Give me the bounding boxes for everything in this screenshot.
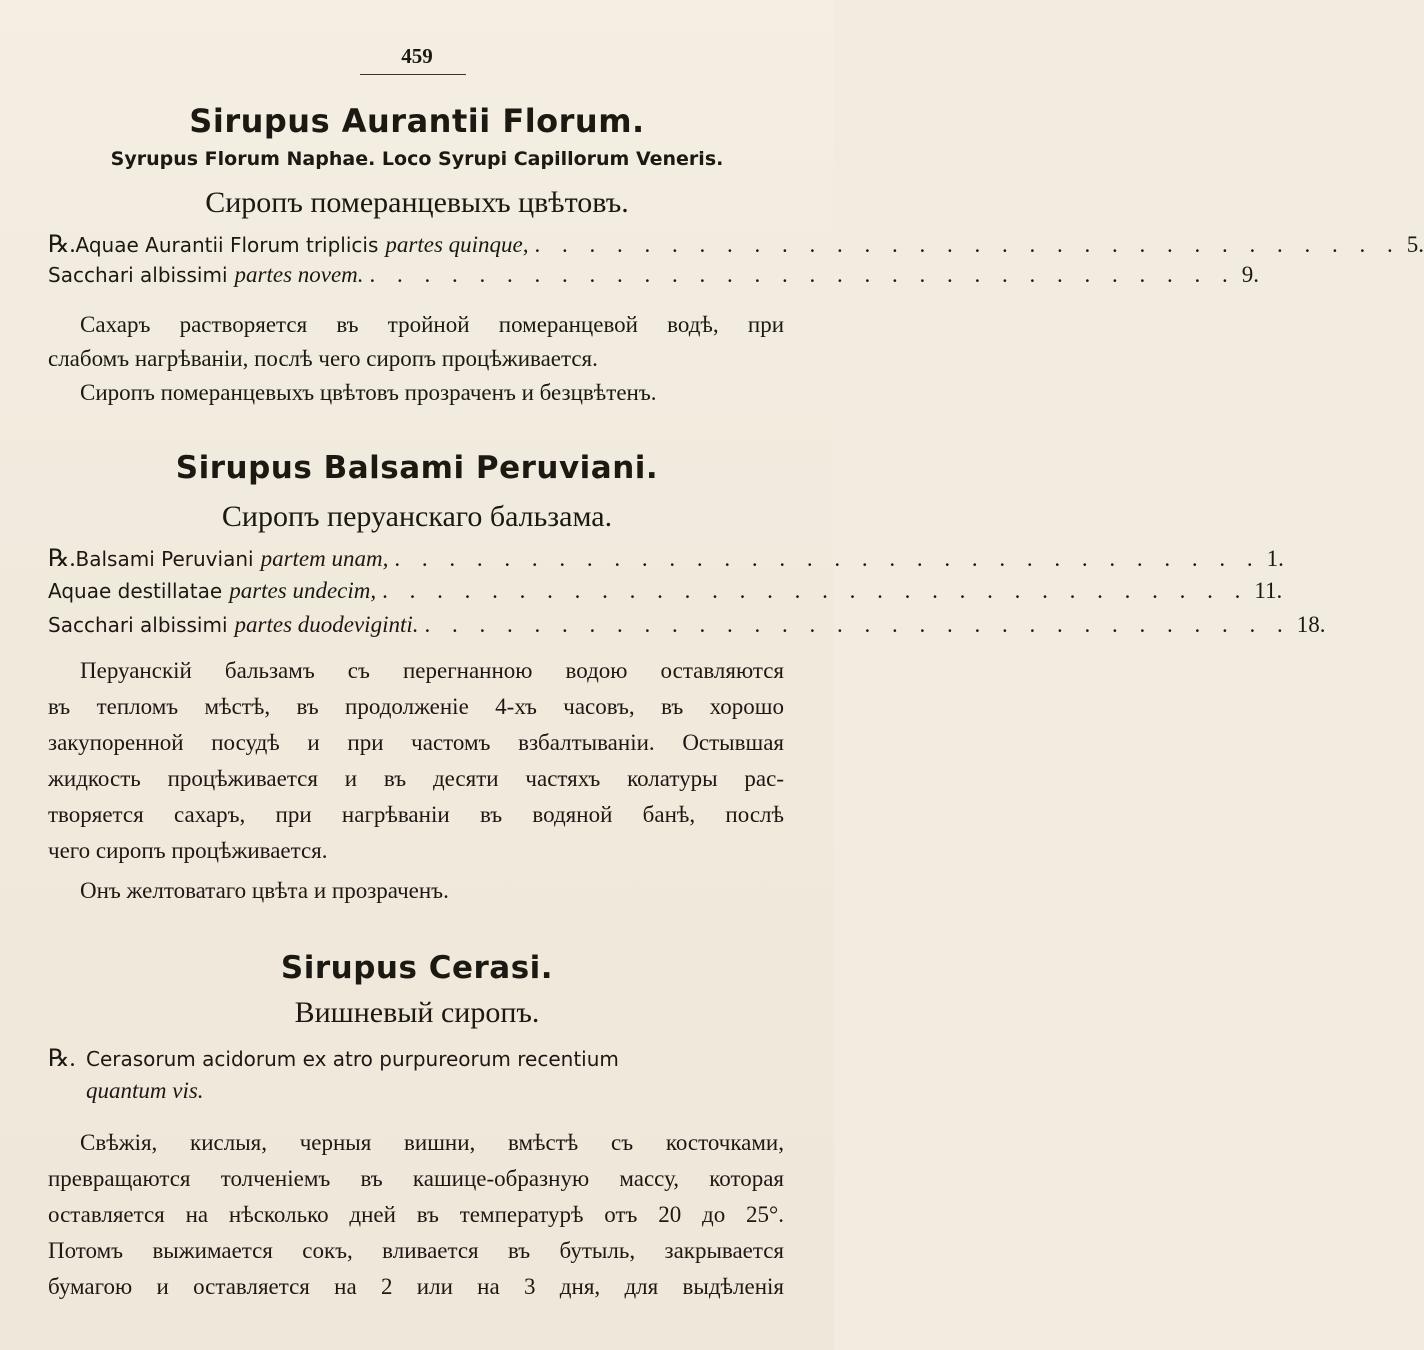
recipe-quantity: partes novem. <box>234 262 364 287</box>
paragraph-line: чего сиропъ процѣживается. <box>48 838 328 863</box>
recipe-amount: 1. <box>1266 546 1284 571</box>
section-title-russian: Сиропъ померанцевыхъ цвѣтовъ. <box>205 186 629 219</box>
paragraph-line: закупоренной посудѣ и при частомъ взбалтываніи. Остывшая <box>48 730 784 755</box>
section-title-latin: Sirupus Cerasi. <box>280 950 554 986</box>
section-title-latin: Sirupus Balsami Peruviani. <box>175 450 659 486</box>
paragraph-line: бумагою и оставляется на 2 или на 3 дня, для выдѣленія <box>48 1274 784 1299</box>
paragraph-line: Потомъ выжимается сокъ, вливается въ бутыль, закрывается <box>48 1238 784 1263</box>
recipe-symbol: ℞. <box>48 546 76 572</box>
recipe-quantity: quantum vis. <box>86 1078 204 1103</box>
paragraph-line <box>48 762 784 796</box>
section-synonyms: Syrupus Florum Naphae. Loco Syrupi Capillorum Veneris. <box>110 148 724 170</box>
paragraph-line: въ тепломъ мѣстѣ, въ продолженіе 4-хъ часовъ, въ хорошо <box>48 694 784 719</box>
text-run: рас- <box>717 766 784 791</box>
page-number: 459 <box>401 44 433 68</box>
recipe-ingredient: Aquae destillatae <box>48 579 223 603</box>
paragraph-line: оставляется на нѣсколько дней въ температурѣ отъ 20 до 25°. <box>48 1202 784 1227</box>
dot-leader: . . . . . . . . . . . . . . . . . . . . . . . . . . . . . . . . <box>394 546 1261 571</box>
recipe-line <box>48 578 1283 612</box>
paragraph-line: слабомъ нагрѣваніи, послѣ чего сиропъ процѣживается. <box>48 346 598 371</box>
paragraph-line: Свѣжія, кислыя, черныя вишни, вмѣстѣ съ косточками, <box>80 1130 784 1155</box>
paragraph: Онъ желтоватаго цвѣта и прозраченъ. <box>80 878 449 903</box>
recipe-amount: 5. <box>1406 232 1424 257</box>
dot-leader: . . . . . . . . . . . . . . . . . . . . . . . . . . . . . . . . <box>369 262 1236 287</box>
recipe-quantity: partes duodeviginti. <box>234 612 419 637</box>
recipe-line <box>48 262 1260 296</box>
recipe-ingredient: Sacchari albissimi <box>48 613 228 637</box>
paragraph-line: Сахаръ растворяется въ тройной померанцевой водѣ, при <box>80 312 784 337</box>
dot-leader: . . . . . . . . . . . . . . . . . . . . . . . . . . . . . . . . <box>382 578 1249 603</box>
dot-leader: . . . . . . . . . . . . . . . . . . . . . . . . . . . . . . . . <box>534 232 1401 257</box>
paragraph: Сиропъ померанцевыхъ цвѣтовъ прозраченъ и безцвѣтенъ. <box>80 380 657 405</box>
recipe-ingredient: Cerasorum acidorum ex atro purpureorum recentium <box>86 1047 619 1071</box>
recipe-line <box>48 230 1424 264</box>
recipe-symbol: ℞. <box>48 1046 76 1072</box>
paragraph-line: превращаются толченіемъ въ кашице-образную массу, которая <box>48 1166 784 1191</box>
section-title-latin: Sirupus Aurantii Florum. <box>189 102 645 140</box>
recipe-ingredient: Aquae Aurantii Florum triplicis <box>75 233 379 257</box>
bold-emphasis: десяти частяхъ колатуры <box>432 766 718 791</box>
recipe-amount: 18. <box>1296 612 1326 637</box>
paragraph-line: творяется сахаръ, при нагрѣваніи въ водяной банѣ, послѣ <box>48 802 784 827</box>
paragraph-line: Перуанскій бальзамъ съ перегнанною водою оставляются <box>80 658 784 683</box>
recipe-amount: 11. <box>1254 578 1283 603</box>
recipe-ingredient: Balsami Peruviani <box>75 547 254 571</box>
recipe-quantity: partem unam, <box>260 546 389 571</box>
recipe-ingredient: Sacchari albissimi <box>48 263 228 287</box>
recipe-line <box>48 1078 784 1112</box>
recipe-line <box>48 1044 784 1078</box>
recipe-quantity: partes undecim, <box>229 578 377 603</box>
recipe-line <box>48 612 1326 646</box>
page-number-rule <box>360 74 466 75</box>
recipe-amount: 9. <box>1241 262 1260 287</box>
section-title-russian: Вишневый сиропъ. <box>294 996 540 1029</box>
recipe-symbol: ℞. <box>48 232 76 258</box>
text-run: жидкость процѣживается и въ <box>48 766 433 791</box>
dot-leader: . . . . . . . . . . . . . . . . . . . . . . . . . . . . . . . . <box>424 612 1291 637</box>
recipe-line <box>48 544 1284 578</box>
recipe-quantity: partes quinque, <box>385 232 529 257</box>
section-title-russian: Сиропъ перуанскаго бальзама. <box>221 500 613 533</box>
